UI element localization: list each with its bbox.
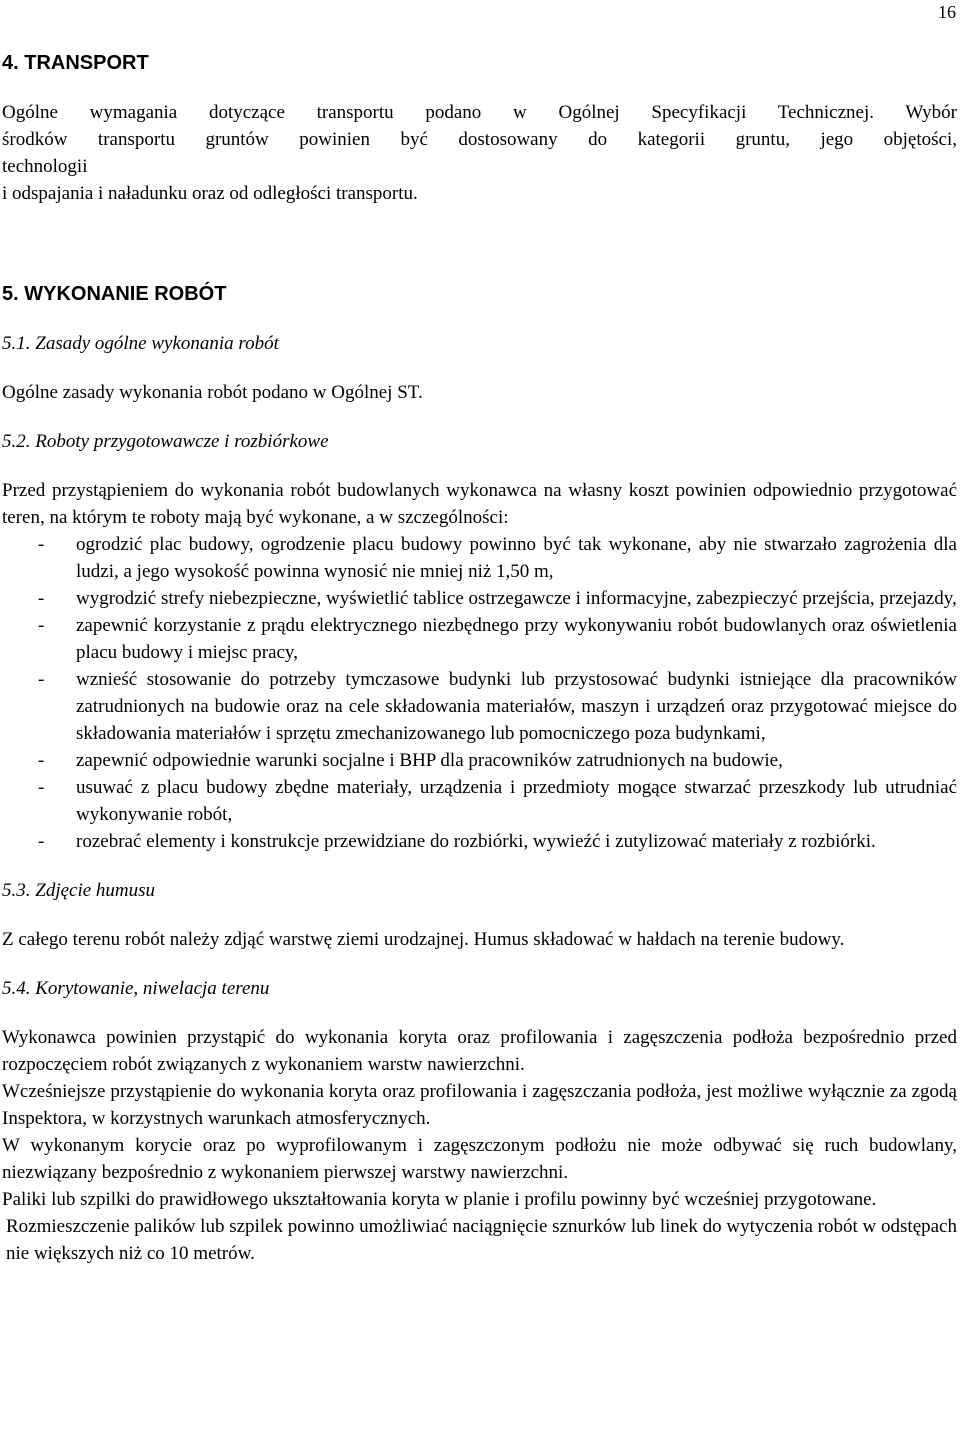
subsection-text-5-3: Z całego terenu robót należy zdjąć warstwę ziemi urodzajnej. Humus składować w hałdach na terenie budowy.	[2, 929, 845, 950]
page-number: 16	[938, 2, 956, 22]
list-item	[2, 747, 957, 774]
list-dash: -	[38, 750, 45, 771]
subsection-heading-5-3: 5.3. Zdjęcie humusu	[2, 880, 156, 901]
list-item-text: zapewnić odpowiednie warunki socjalne i BHP dla pracowników zatrudnionych na budowie,	[76, 750, 783, 771]
list-dash: -	[38, 534, 45, 555]
list-item	[2, 828, 957, 855]
list-item-text: ogrodzić plac budowy, ogrodzenie placu budowy powinno być tak wykonane, aby nie stwarzało zagrożenia dla ludzi, a jego wysokość powinna wynosić nie mniej niż 1,50 m,	[76, 534, 957, 582]
subsection-text-5-1: Ogólne zasady wykonania robót podano w Ogólnej ST.	[2, 382, 423, 403]
subsection-heading-5-2: 5.2. Roboty przygotowawcze i rozbiórkowe	[2, 431, 329, 452]
transport-paragraph-line: Ogólne wymagania dotyczące transportu podano w Ogólnej Specyfikacji Technicznej. Wybór	[2, 102, 957, 123]
list-item-text: zapewnić korzystanie z prądu elektrycznego niezbędnego przy wykonywaniu robót budowlanych oraz oświetlenia placu budowy i miejsc pracy,	[76, 615, 957, 663]
subsection-intro-5-2: Przed przystąpieniem do wykonania robót budowlanych wykonawca na własny koszt powinien odpowiednio przygotować teren, na którym te roboty mają być wykonane, a w szczególności:	[2, 480, 957, 528]
list-dash: -	[38, 588, 45, 609]
list-item	[2, 612, 957, 666]
subsection-paragraph-5-4: Paliki lub szpilki do prawidłowego ukształtowania koryta w planie i profilu powinny być wcześniej przygotowane.	[2, 1189, 877, 1210]
list-item-text: rozebrać elementy i konstrukcje przewidziane do rozbiórki, wywieźć i zutylizować materiały z rozbiórki.	[76, 831, 876, 852]
section-heading-transport: 4. TRANSPORT	[2, 52, 149, 74]
subsection-paragraph-5-4: Wcześniejsze przystąpienie do wykonania koryta oraz profilowania i zagęszczania podłoża, jest możliwe wyłącznie za zgodą Inspektora, w korzystnych warunkach atmosferycznych.	[2, 1081, 957, 1129]
document-content	[2, 50, 957, 1267]
list-dash: -	[38, 615, 45, 636]
list-item	[2, 531, 957, 585]
list-item	[2, 585, 957, 612]
transport-paragraph-line: środków transportu gruntów powinien być dostosowany do kategorii gruntu, jego objętości,	[2, 129, 957, 150]
list-item-text: usuwać z placu budowy zbędne materiały, urządzenia i przedmioty mogące stwarzać przeszkody lub utrudniać wykonywanie robót,	[76, 777, 957, 825]
transport-paragraph-line: i odspajania i naładunku oraz od odległości transportu.	[2, 183, 418, 204]
subsection-heading-5-4: 5.4. Korytowanie, niwelacja terenu	[2, 978, 270, 999]
section-heading-wykonanie: 5. WYKONANIE ROBÓT	[2, 283, 227, 305]
subsection-paragraph-5-4: Wykonawca powinien przystąpić do wykonania koryta oraz profilowania i zagęszczenia podłoża bezpośrednio przed rozpoczęciem robót związanych z wykonaniem warstw nawierzchni.	[2, 1027, 957, 1075]
list-item	[2, 666, 957, 747]
subsection-paragraph-5-4: W wykonanym korycie oraz po wyprofilowanym i zagęszczonym podłożu nie może odbywać się ruch budowlany, niezwiązany bezpośrednio z wykonaniem pierwszej warstwy nawierzchni.	[2, 1135, 957, 1183]
preparation-list	[2, 531, 957, 855]
subsection-heading-5-1: 5.1. Zasady ogólne wykonania robót	[2, 333, 279, 354]
subsection-paragraph-5-4: Rozmieszczenie palików lub szpilek powinno umożliwiać naciągnięcie sznurków lub linek do wytyczenia robót w odstępach nie większych niż co 10 metrów.	[6, 1216, 957, 1264]
transport-paragraph-line: technologii	[2, 156, 88, 177]
list-dash: -	[38, 777, 45, 798]
list-dash: -	[38, 669, 45, 690]
list-item-text: wznieść stosowanie do potrzeby tymczasowe budynki lub przystosować budynki istniejące dla pracowników zatrudnionych na budowie oraz na cele składowania materiałów, maszyn i urządzeń oraz przygotować miejsce do składowania materiałów i sprzętu zmechanizowanego lub pomocniczego poza budynkami,	[76, 669, 957, 744]
list-item-text: wygrodzić strefy niebezpieczne, wyświetlić tablice ostrzegawcze i informacyjne, zabezpieczyć przejścia, przejazdy,	[76, 588, 957, 609]
list-dash: -	[38, 831, 45, 852]
list-item	[2, 774, 957, 828]
